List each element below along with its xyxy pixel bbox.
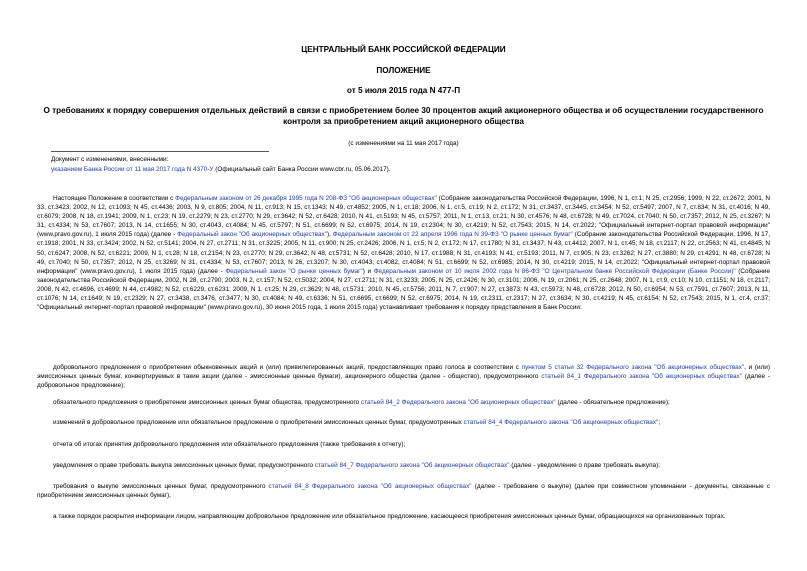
list-item: обязательного предложения о приобретении эмиссионных ценных бумаг общества, предусмотренного статьей 84_2 Федерального закона "Об акционерных обществах" (далее - обязательное предложение);: [53, 399, 670, 406]
law-link-208fz[interactable]: Федеральным законом от 26 декабря 1995 года N 208-ФЗ "Об акционерных обществах": [175, 195, 437, 202]
note-divider: [51, 151, 269, 152]
issuer-heading: ЦЕНТРАЛЬНЫЙ БАНК РОССИЙСКОЙ ФЕДЕРАЦИИ: [301, 45, 506, 54]
amendment-link[interactable]: указанием Банка России от 11 мая 2017 года N 4370-У: [51, 165, 214, 173]
list-item: отчета об итогах принятия добровольного предложения или обязательного предложения (также требования к отчету);: [53, 441, 406, 448]
law-link-39fz[interactable]: Федеральным законом от 22 апреля 1996 года N 39-ФЗ "О рынке ценных бумаг": [332, 231, 573, 239]
law-link[interactable]: статьей 84_7 Федерального закона "Об акционерных обществах": [314, 462, 510, 469]
document-title: О требованиях к порядку совершения отдельных действий в связи с приобретением более 30 процентов акций акционерного общества и об осуществлении государственного контроля за приобретением акций акционерного общества: [43, 106, 764, 126]
preamble-paragraph: Настоящее Положение в соответствии с Федеральным законом от 26 декабря 1995 года N 208-ФЗ "Об акционерных обществах" (Собрание законодательства Российской Федерации, 1996, N 1, ст.1; N 25, ст.2956; 1999, N 22, ст.2672; 2001, N 33, ст.3423; 2002, N 12, ст.1093; N 45, ст.4436; 2003, N 9, ст.805; 2004, N 11, ст.913; N 15, ст.1343; N 49, ст.4852; 2005, N 1, ст.18; 2006, N 1, ст.5, ст.19; N 2, ст.172; N 31, ст.3437, ст.3445, ст.3454; N 52, ст.5497; 2007, N 7, ст.834; N 31, ст.4016; N 49, ст.6079; 2008, N 18, ст.1941; 2009, N 1, ст.23; N 19, ст.2279; N 23, ст.2770; N 29, ст.3642; N 52, ст.6428; 2010, N 41, ст.5193; N 45, ст.5757; 2011, N 1, ст.13, ст.21; N 30, ст.4576; N 48, ст.6728; N 49, ст.7024, ст.7040; N 50, ст.7357; 2012, N 25, ст.3267; N 31, ст.4334; N 53, ст.7607; 2013, N 14, ст.1655; N 30, ст.4043, ст.4084; N 45, ст.5797; N 51, ст.6699; N 52, ст.6975; 2014, N 19, ст.2304; N 30, ст.4219; N 52, ст.7543; 2015, N 14, ст.2022; "Официальный интернет-портал правовой информации" (www.pravo.gov.ru), 1 июля 2015 года) (далее - Федеральный закон "Об акционерных обществах"), Федеральным законом от 22 апреля 1996 года N 39-ФЗ "О рынке ценных бумаг" (Собрание законодательства Российской Федерации, 1996, N 17, ст.1918; 2001, N 33, ст.3424; 2002, N 52, ст.5141; 2004, N 27, ст.2711; N 31, ст.3225; 2005, N 11, ст.900; N 25, ст.2426; 2006, N 1, ст.5; N 2, ст.172; N 17, ст.1780; N 31, ст.3437; N 43, ст.4412; 2007, N 1, ст.45; N 18, ст.2117; N 22, ст.2563; N 41, ст.4845; N 50, ст.6247; 2008, N 52, ст.6221; 2009, N 1, ст.28; N 18, ст.2154; N 23, ст.2770; N 29, ст.3642; N 48, ст.5731; N 52, ст.6428; 2010, N 17, ст.1988; N 31, ст.4193; N 41, ст.5193; 2011, N 7, ст.905; N 23, ст.3262; N 27, ст.3880; N 29, ст.4291; N 48, ст.6728; N 49, ст.7040; N 50, ст.7357; 2012, N 25, ст.3269; N 31, ст.4334; N 53, ст.7607; 2013, N 26, ст.3207; N 30, ст.4043, ст.4082, ст.4084; N 51, ст.6699; N 52, ст.6985; 2014, N 30, ст.4219; 2015, N 14, ст.2022; "Официальный интернет-портал правовой информации" (www.pravo.gov.ru), 1 июля 2015 года) (далее - Федеральный закон "О рынке ценных бумаг") и Федеральным законом от 10 июля 2002 года N 86-ФЗ "О Центральном банке Российской Федерации (Банке России)" (Собрание законодательства Российской Федерации, 2002, N 28, ст.2790; 2003, N 2, ст.157; N 52, ст.5032; 2004, N 27, ст.2711; N 31, ст.3233; 2005, N 25, ст.2426; N 30, ст.3101; 2006, N 19, ст.2061; N 25, ст.2648; 2007, N 1, ст.9, ст.10; N 10, ст.1151; N 18, ст.2117; 2008, N 42, ст.4696, ст.4699; N 44, ст.4982; N 52, ст.6229, ст.6231; 2009, N 1, ст.25; N 29, ст.3629; N 48, ст.5731; 2010, N 45, ст.5756; 2011, N 7, ст.907; N 27, ст.3873; N 43, ст.5973; N 48, ст.6728; 2012, N 50, ст.6954; N 53, ст.7591, ст.7607; 2013, N 11, ст.1076; N 14, ст.1649; N 19, ст.2329; N 27, ст.3438, ст.3476, ст.3477; N 30, ст.4084; N 49, ст.6336; N 51, ст.6695, ст.6699; N 52, ст.6975; 2014, N 19, ст.2311, ст.2317; N 27, ст.3634; N 30, ст.4219; N 45, ст.6154; N 52, ст.7543; 2015, N 1, ст.4, ст.37; "Официальный интернет-портал правовой информации" (www.pravo.gov.ru), 30 июня 2015 года, 1 июля 2015 года) устанавливает требования к порядку представления в Банк России:: [37, 195, 771, 312]
law-link[interactable]: статьей 84_4 Федерального закона "Об акционерных обществах": [463, 419, 659, 426]
law-link[interactable]: статьей 84_1 Федерального закона "Об акционерных обществах": [541, 373, 743, 381]
list-item: уведомления о праве требовать выкупа эмиссионных ценных бумаг, предусмотренного статьей 84_7 Федерального закона "Об акционерных обществах" (далее - уведомление о праве требовать выкупа);: [53, 462, 661, 469]
law-link-86fz[interactable]: Федеральным законом от 10 июля 2002 года N 86-ФЗ "О Центральном банке Российской Федерации (Банке России)": [373, 267, 736, 275]
document-date-number: от 5 июля 2015 года N 477-П: [346, 86, 461, 95]
list-item: требования о выкупе эмиссионных ценных бумаг, предусмотренного статьей 84_8 Федерального закона "Об акционерных обществах" (далее - требование о выкупе) (далее при совместном упоминании - документы, связанные с приобретением эмиссионных ценных бумаг),: [37, 483, 770, 500]
document-type: ПОЛОЖЕНИЕ: [376, 66, 431, 75]
law-link-securities-market[interactable]: Федеральный закон "О рынке ценных бумаг": [225, 267, 363, 275]
list-item: изменений в добровольное предложение или обязательное предложение о приобретении эмиссионных ценных бумаг, предусмотренных статьей 84_4 Федерального закона "Об акционерных обществах";: [53, 419, 661, 426]
revision-note: (с изменениями на 11 мая 2017 года): [348, 140, 459, 147]
law-link[interactable]: статьей 84_2 Федерального закона "Об акционерных обществах": [361, 399, 556, 406]
law-link-joint-stock[interactable]: Федеральный закон "Об акционерных обществах": [177, 231, 327, 239]
amendment-note-label: Документ с изменениями, внесенными:: [51, 156, 169, 163]
list-item: добровольного предложения о приобретении обыкновенных акций и (или) привилегированных акций, предоставляющих право голоса в соответствии с пунктом 5 статьи 32 Федерального закона "Об акционерных обществах", и (или) эмиссионных ценных бумаг, конвертируемых в такие акции (далее - эмиссионные ценные бумаги), акционерного общества (далее - общество), предусмотренного статьей 84_1 Федерального закона "Об акционерных обществах" (далее - добровольное предложение);: [37, 364, 771, 390]
law-link[interactable]: пунктом 5 статьи 32 Федерального закона "Об акционерных обществах": [521, 364, 745, 371]
amendment-note: [51, 155, 471, 174]
list-item: а также порядок раскрытия информации лицом, направляющим добровольное предложение или обязательное предложение, касающееся приобретения эмиссионных ценных бумаг, обращающихся на организованных торгах.: [53, 513, 726, 520]
amendment-source: (Официальный сайт Банка России www.cbr.ru, 05.06.2017).: [213, 165, 391, 173]
law-link[interactable]: статьей 84_8 Федерального закона "Об акционерных обществах": [268, 483, 472, 490]
amendment-note-line: [51, 165, 471, 175]
